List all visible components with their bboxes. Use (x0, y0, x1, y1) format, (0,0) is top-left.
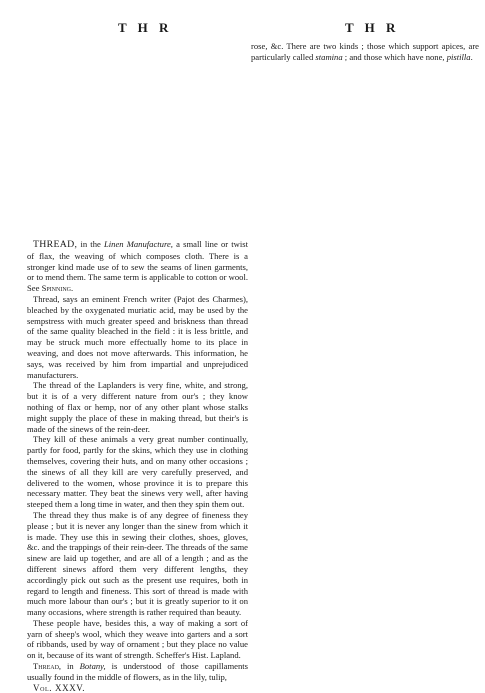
cross-reference-link[interactable]: Spinning (41, 283, 72, 294)
italic-term: stamina (315, 51, 343, 62)
paragraph: The thread of the Laplanders is very fine, white, and strong, but it is of a very different nature from our's ; they know nothing of flax or hemp, nor of any other plant whose stalks might supply the place of these in making thread, but their's is made of the sinews of the rein-deer. (27, 380, 248, 434)
headword: THREAD, (33, 239, 78, 250)
italic-term: Botany, (79, 661, 106, 672)
paragraph-thread-linen (27, 239, 248, 294)
paragraph: Thread, says an eminent French writer (Pajot des Charmes), bleached by the oxygenated muriatic acid, may be used by the sempstress with much greater speed and briskness than thread of the same quality bleached in the field : it is less brittle, and may be struck much more effectually home to its place in weaving, and does not move afterwards. This information, he says, was received by him from impartial and unprejudiced manufacturers. (27, 293, 248, 380)
running-head-left: T H R (118, 20, 173, 35)
italic-term: pistilla (446, 51, 471, 62)
text-segment: . (71, 283, 74, 294)
text-segment: is understood of those capillaments usually found in the middle of flowers, as in the lily, tulip, (27, 661, 248, 682)
italic-term: Linen Manufacture, (103, 239, 173, 249)
paragraph: The thread they thus make is of any degree of fineness they please ; but it is never any longer than the sinew from which it is made. They use this in sewing their clothes, shoes, gloves, &c. and the trappings of their rein-deer. The threads of the same sinew are laid up together, and are all of a length ; and as the different sinews afford them very different lengths, they accordingly pick out such as the present use requires, both in regard to length and fineness. This sort of thread is made with much more labour than our's ; but it is greatly superior to it on many occasions, where strength is rather required than beauty. (27, 509, 248, 618)
running-head-right: T H R (345, 20, 400, 35)
text-segment: are particularly called (251, 41, 479, 62)
text-segment: ; and those which have none, (342, 51, 445, 62)
paragraph-thread-botany-continued (251, 41, 479, 63)
right-column (251, 41, 479, 63)
text-segment: rose, &c. There are two kinds ; those which support apices, (251, 41, 466, 51)
paragraph: They kill of these animals a very great number continually, partly for food, partly for the skins, which they use in clothing themselves, covering their huts, and on many other occasions ; the sinews of all they kill are very carefully preserved, and delivered to the women, whose province it is to prepare this necessary matter. They beat the sinews very well, after having steeped them a long time in water, and then they spin them out. (27, 434, 248, 510)
text-segment: a small line or twist of flax, the weaving of which composes cloth. There is a stronger kind made use of to sew the seams of linen garments, or to mend them. The same term is applicable to cotton or wool. See (27, 239, 248, 294)
text-segment: in the (77, 239, 104, 249)
paragraph-thread-botany (27, 661, 248, 683)
left-column (27, 239, 248, 693)
volume-footer: Vol. XXXV. (33, 682, 86, 693)
text-segment: . (470, 51, 473, 62)
paragraph: These people have, besides this, a way of making a sort of yarn of sheep's wool, which they weave into garters and a sort of ribbands, used by way of ornament ; but they place no value on it, because of its want of strength. Scheffer's Hist. Lapland. (27, 617, 248, 661)
text-segment: in (61, 661, 80, 672)
headword: Thread, (33, 661, 62, 672)
